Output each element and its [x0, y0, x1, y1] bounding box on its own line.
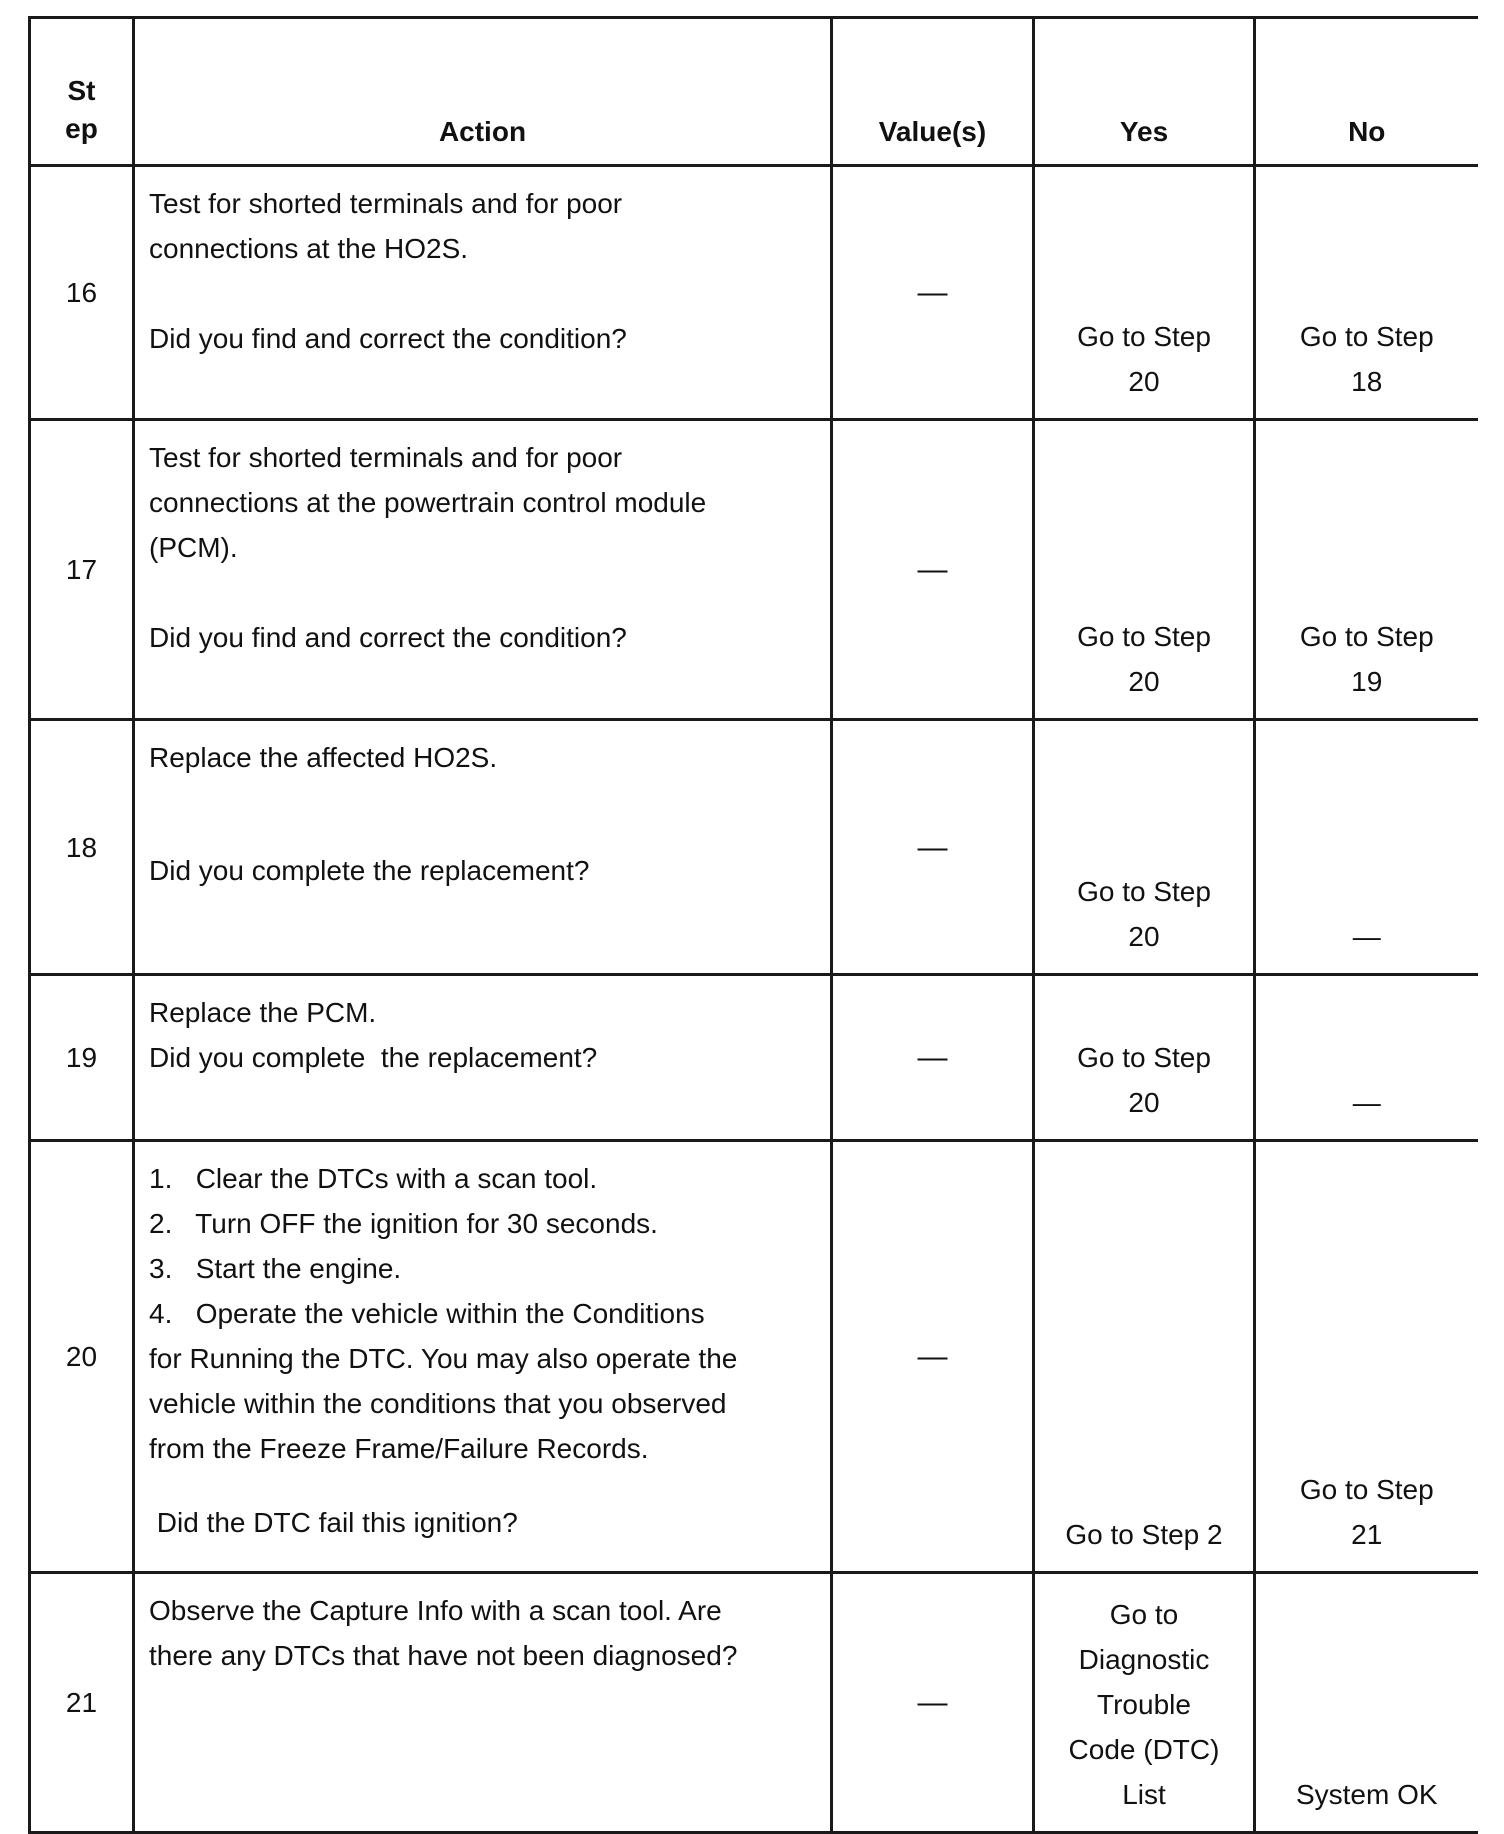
no-text-line: 19	[1351, 666, 1383, 697]
header-values: Value(s)	[832, 18, 1034, 166]
yes-cell	[1034, 1141, 1255, 1573]
step-number: 21	[65, 1687, 98, 1718]
action-text-line: Replace the PCM.	[149, 997, 377, 1028]
action-cell	[134, 1141, 832, 1573]
action-cell	[134, 1573, 832, 1833]
step-number: 18	[65, 831, 98, 863]
no-cell	[1255, 720, 1478, 975]
no-text-line: —	[1352, 1087, 1381, 1118]
yes-text-line: Go to Step 2	[1065, 1519, 1223, 1550]
value-cell	[832, 1573, 1034, 1833]
value-dash: —	[917, 276, 948, 309]
action-text-line: there any DTCs that have not been diagnosed?	[149, 1640, 738, 1671]
step-number-cell	[30, 420, 134, 720]
action-question: Did you find and correct the condition?	[149, 622, 627, 653]
yes-text-line: Go to Step	[1077, 321, 1211, 352]
no-text-line: System OK	[1295, 1779, 1438, 1810]
header-step-line-1: St	[67, 75, 96, 106]
table-row	[30, 975, 1478, 1141]
action-text-line: connections at the HO2S.	[149, 233, 469, 264]
action-text-line: Replace the affected HO2S.	[149, 742, 498, 773]
diagnostic-steps-table	[28, 16, 1478, 1834]
yes-text-line: List	[1122, 1779, 1166, 1810]
action-spacer	[149, 570, 830, 615]
action-question: Did you complete the replacement?	[149, 855, 590, 886]
action-text-line: 3. Start the engine.	[149, 1253, 402, 1284]
table-row	[30, 1141, 1478, 1573]
action-cell	[134, 975, 832, 1141]
table-row	[30, 166, 1478, 420]
action-text-line: 2. Turn OFF the ignition for 30 seconds.	[149, 1208, 658, 1239]
yes-cell	[1034, 420, 1255, 720]
action-text-line: from the Freeze Frame/Failure Records.	[149, 1433, 649, 1464]
no-text-line: 18	[1351, 366, 1383, 397]
action-question: Did you find and correct the condition?	[149, 323, 627, 354]
step-number: 17	[65, 554, 98, 585]
action-text-line: vehicle within the conditions that you observed	[149, 1388, 727, 1419]
action-text-line: Test for shorted terminals and for poor	[149, 188, 623, 219]
value-dash: —	[917, 1340, 948, 1373]
yes-text-line: 20	[1128, 666, 1160, 697]
no-text-line: Go to Step	[1299, 321, 1434, 352]
action-question: Did the DTC fail this ignition?	[149, 1507, 518, 1538]
value-cell	[832, 420, 1034, 720]
action-text-line: 4. Operate the vehicle within the Conditions	[149, 1298, 705, 1329]
action-text-line: 1. Clear the DTCs with a scan tool.	[149, 1163, 598, 1194]
header-no: No	[1255, 18, 1478, 166]
action-text-line: Test for shorted terminals and for poor	[149, 442, 623, 473]
yes-text-line: Go to Step	[1077, 621, 1211, 652]
yes-text-line: Trouble	[1097, 1689, 1191, 1720]
yes-cell	[1034, 975, 1255, 1141]
action-text-line: connections at the powertrain control module	[149, 487, 707, 518]
yes-text-line: Go to Step	[1077, 876, 1211, 907]
value-dash: —	[917, 553, 948, 586]
header-row	[30, 18, 1478, 166]
header-step-line-2: ep	[65, 113, 98, 144]
header-action: Action	[134, 18, 832, 166]
table-row	[30, 720, 1478, 975]
action-cell	[134, 420, 832, 720]
yes-text-line: Go to Step	[1077, 1042, 1211, 1073]
action-cell	[134, 166, 832, 420]
step-number-cell	[30, 1573, 134, 1833]
action-cell	[134, 720, 832, 975]
action-spacer	[149, 271, 830, 316]
no-text-line: Go to Step	[1299, 621, 1434, 652]
value-dash: —	[917, 1686, 948, 1719]
action-text-line: Observe the Capture Info with a scan tool. Are	[149, 1595, 722, 1626]
yes-text-line: Diagnostic	[1078, 1644, 1210, 1675]
value-cell	[832, 720, 1034, 975]
yes-text-line: 20	[1128, 1087, 1160, 1118]
action-text-line: (PCM).	[149, 532, 238, 563]
no-text-line: —	[1352, 921, 1381, 952]
table-row	[30, 1573, 1478, 1833]
step-number: 16	[65, 277, 98, 308]
yes-text-line: Go to	[1109, 1599, 1179, 1630]
yes-cell	[1034, 720, 1255, 975]
action-spacer	[149, 1471, 830, 1500]
header-yes: Yes	[1034, 18, 1255, 166]
yes-cell	[1034, 166, 1255, 420]
value-cell	[832, 1141, 1034, 1573]
step-number-cell	[30, 720, 134, 975]
value-dash: —	[917, 830, 948, 864]
step-number-cell	[30, 975, 134, 1141]
yes-cell	[1034, 1573, 1255, 1833]
no-cell	[1255, 420, 1478, 720]
no-cell	[1255, 1573, 1478, 1833]
step-number: 19	[65, 1042, 98, 1073]
table-row	[30, 420, 1478, 720]
step-number-cell	[30, 1141, 134, 1573]
value-cell	[832, 166, 1034, 420]
step-number: 20	[65, 1341, 98, 1372]
value-dash: —	[917, 1041, 948, 1074]
yes-text-line: 20	[1128, 921, 1160, 952]
action-spacer	[149, 780, 830, 848]
no-cell	[1255, 1141, 1478, 1573]
header-step	[30, 18, 134, 166]
no-cell	[1255, 166, 1478, 420]
action-text-line: Did you complete the replacement?	[149, 1042, 598, 1073]
yes-text-line: 20	[1128, 366, 1160, 397]
value-cell	[832, 975, 1034, 1141]
no-cell	[1255, 975, 1478, 1141]
yes-text-line: Code (DTC)	[1068, 1734, 1220, 1765]
step-number-cell	[30, 166, 134, 420]
no-text-line: 21	[1351, 1519, 1383, 1550]
no-text-line: Go to Step	[1299, 1474, 1434, 1505]
action-text-line: for Running the DTC. You may also operate the	[149, 1343, 738, 1374]
